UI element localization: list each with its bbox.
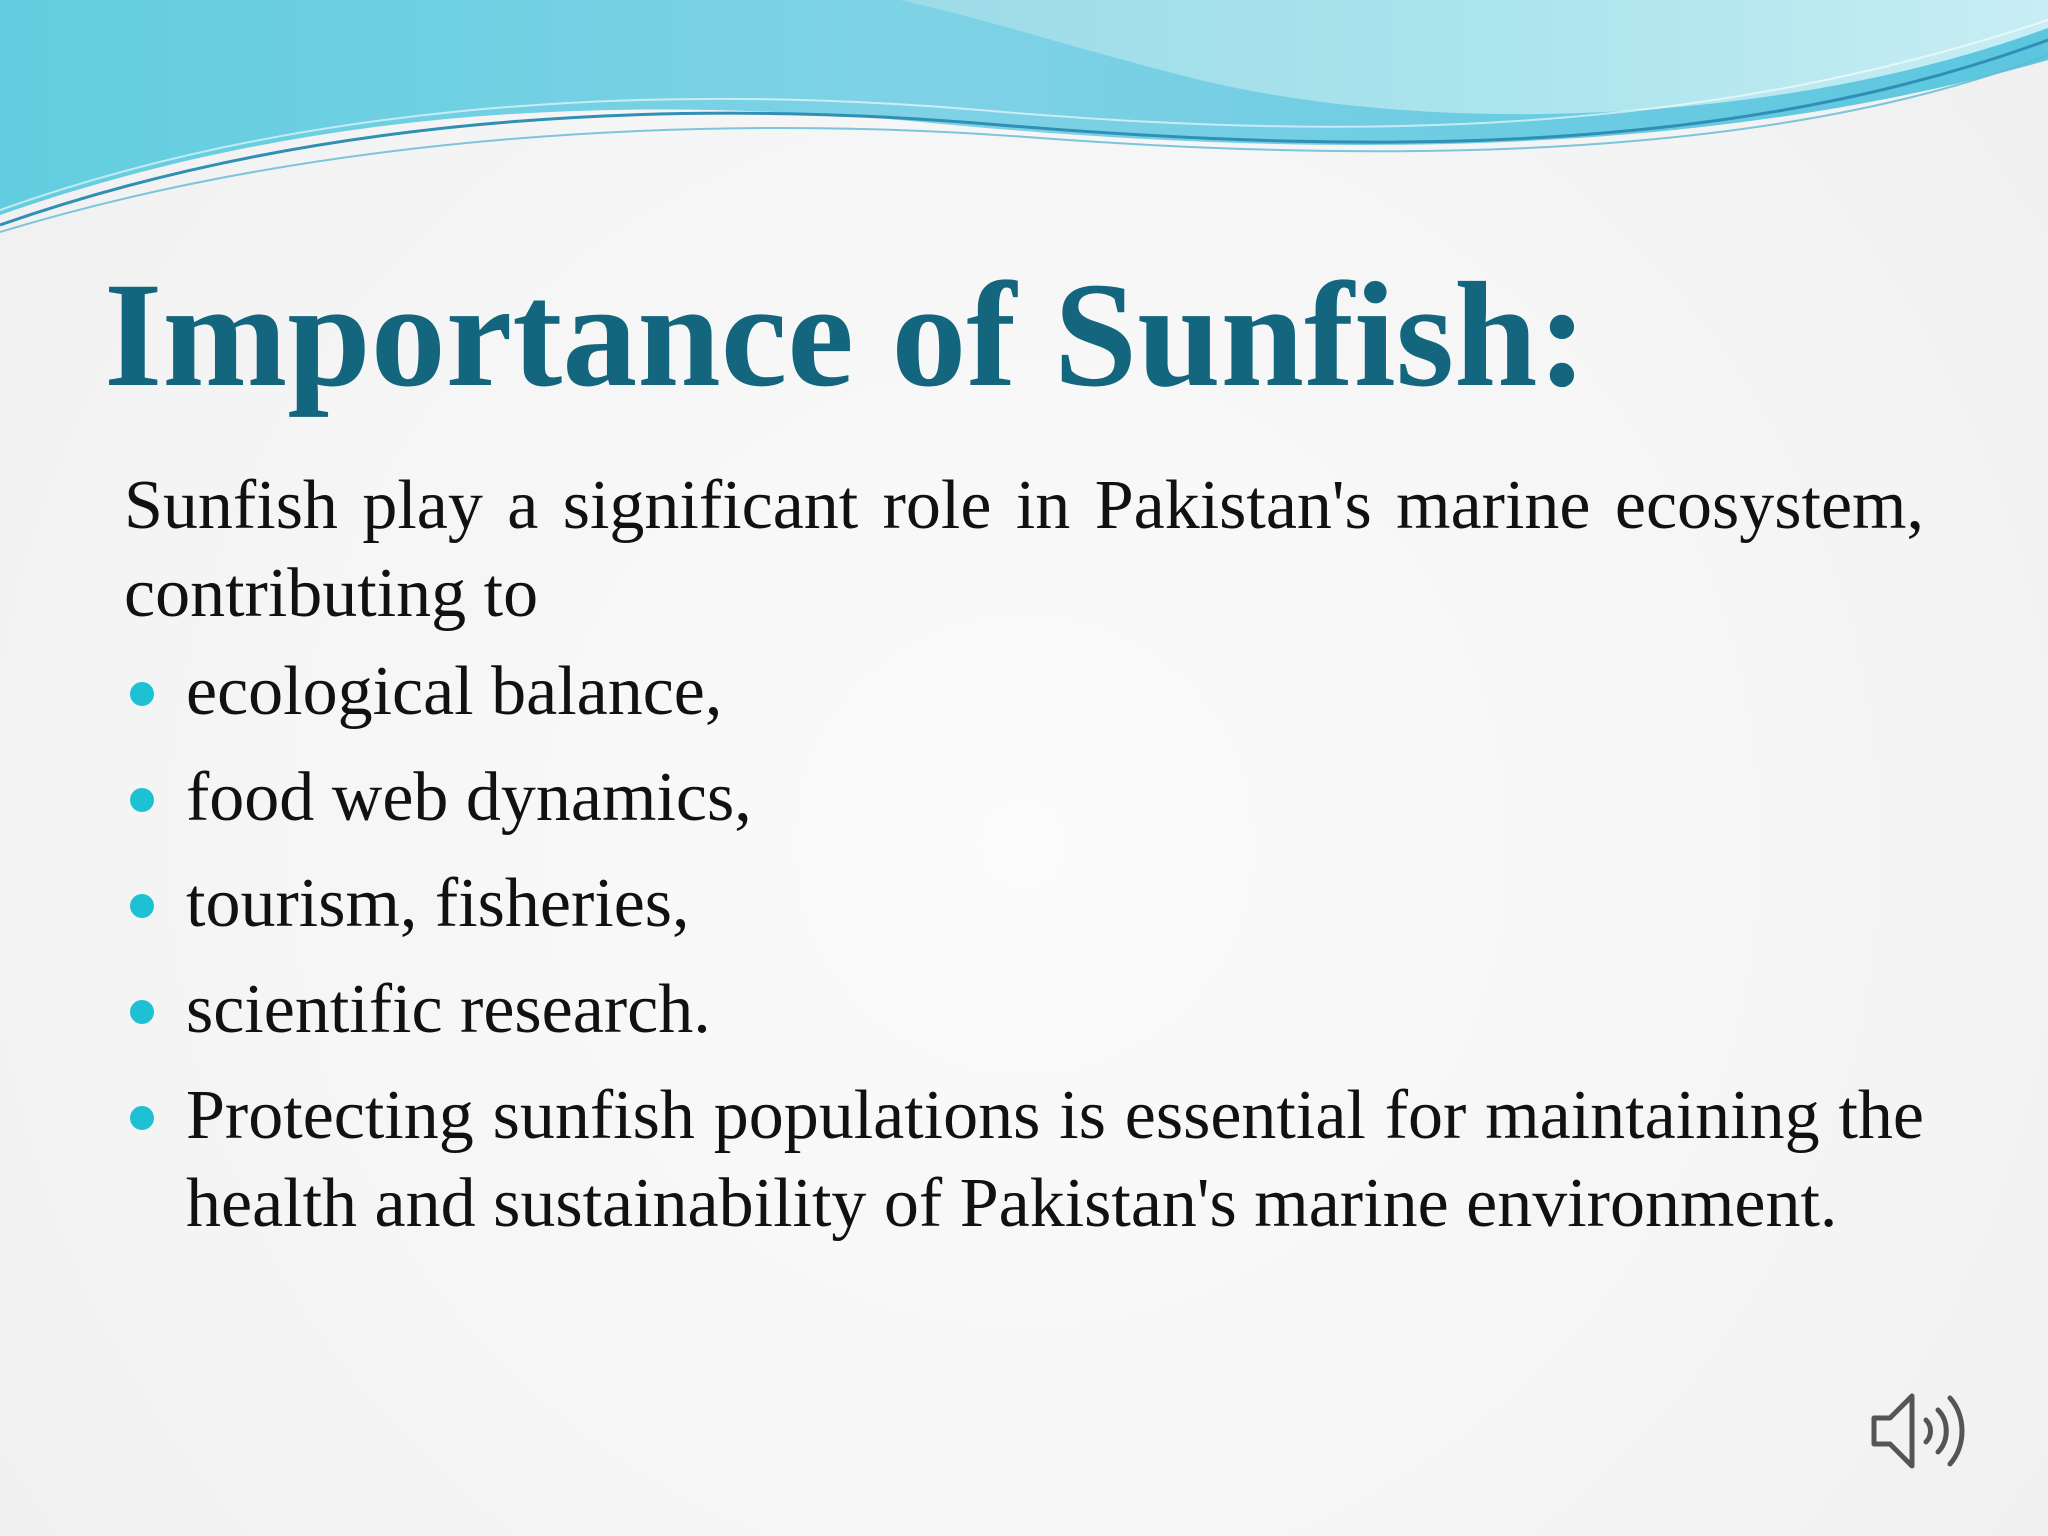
bullet-dot-icon — [130, 788, 154, 812]
header-wave-decoration — [0, 0, 2048, 240]
bullet-dot-icon — [130, 1106, 154, 1130]
bullet-dot-icon — [130, 1000, 154, 1024]
bullet-dot-icon — [130, 682, 154, 706]
bullet-item — [124, 754, 1924, 842]
bullet-dot-icon — [130, 894, 154, 918]
slide-title: Importance of Sunfish: — [104, 252, 1588, 418]
bullet-text: food web dynamics, — [186, 759, 752, 836]
bullet-list — [124, 648, 1924, 1248]
bullet-text: Protecting sunfish populations is essential for maintaining the health and sustainability of Pakistan's marine environment. — [186, 1077, 1924, 1242]
bullet-item — [124, 648, 1924, 736]
bullet-text: scientific research. — [186, 971, 711, 1048]
bullet-text: ecological balance, — [186, 653, 723, 730]
bullet-item — [124, 966, 1924, 1054]
bullet-text: tourism, fisheries, — [186, 865, 690, 942]
slide-body — [124, 462, 1924, 1266]
bullet-item — [124, 1072, 1924, 1248]
speaker-icon[interactable] — [1868, 1386, 1974, 1476]
bullet-item — [124, 860, 1924, 948]
intro-paragraph: Sunfish play a significant role in Pakistan's marine ecosystem, contributing to — [124, 467, 1924, 632]
